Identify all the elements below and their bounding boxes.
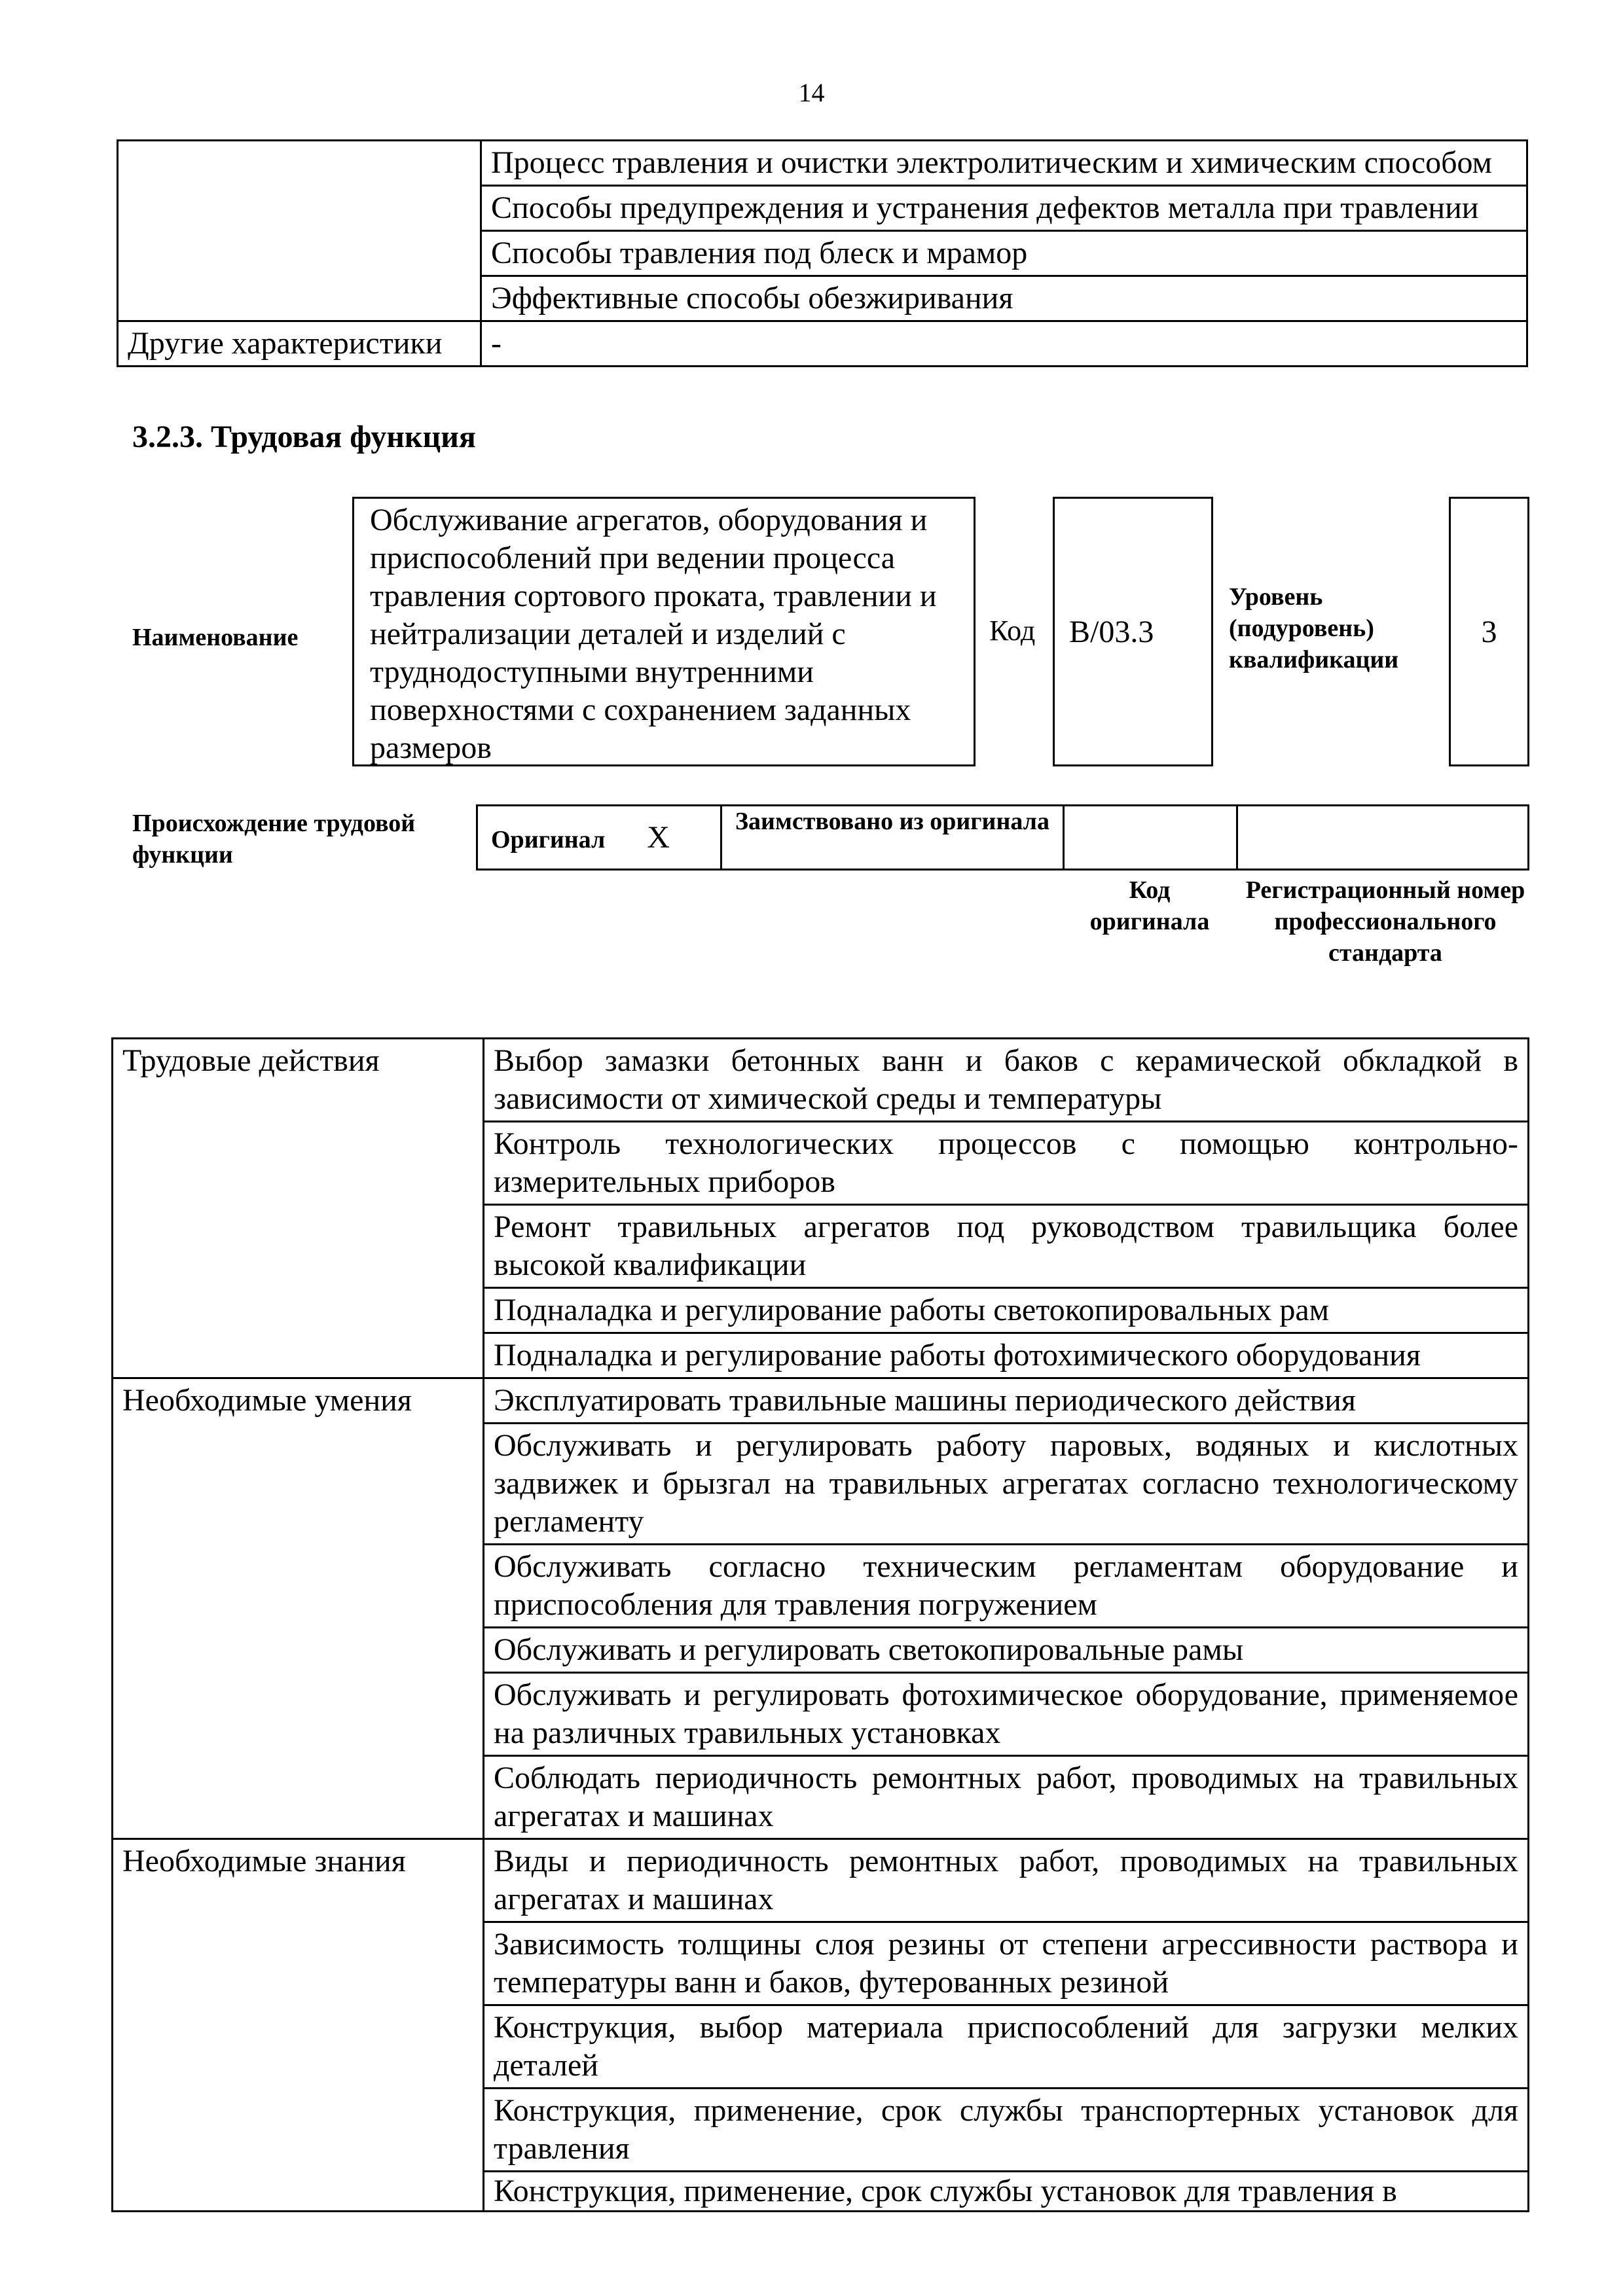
knowledge-item: Зависимость толщины слоя резины от степени агрессивности раствора и температуры ванн и баков, футерованных резиной — [484, 1922, 1529, 2005]
original-mark: X — [647, 820, 670, 855]
knowledge-item: Способы травления под блеск и мрамор — [481, 231, 1527, 276]
borrowed-label: Заимствовано из оригинала — [721, 806, 1064, 870]
skill-item: Обслуживать и регулировать работу паровых, водяных и кислотных задвижек и брызгал на травильных агрегатах согласно технологическому регламенту — [484, 1424, 1529, 1545]
name-label: Наименование — [132, 624, 299, 651]
registration-number-cell — [1237, 806, 1529, 870]
function-origin-label: Происхождение трудовой функции — [132, 810, 416, 869]
function-details-table — [111, 1037, 1529, 2212]
labor-action-item: Подналадка и регулирование работы фотохимического оборудования — [484, 1333, 1529, 1378]
labor-actions-label: Трудовые действия — [113, 1039, 484, 1378]
knowledge-item: Способы предупреждения и устранения дефектов металла при травлении — [481, 186, 1527, 231]
origin-table — [476, 804, 1529, 870]
labor-action-item: Выбор замазки бетонных ванн и баков с керамической обкладкой в зависимости от химической среды и температуры — [484, 1039, 1529, 1122]
required-skills-label: Необходимые умения — [113, 1378, 484, 1839]
knowledge-item: Процесс травления и очистки электролитическим и химическим способом — [481, 141, 1527, 186]
skill-item: Соблюдать периодичность ремонтных работ, проводимых на травильных агрегатах и машинах — [484, 1756, 1529, 1839]
qualification-level-box: 3 — [1449, 497, 1529, 766]
original-cell — [477, 806, 721, 870]
function-name-box: Обслуживание агрегатов, оборудования и приспособлений при ведении процесса травления сортового проката, травлении и нейтрализации деталей и изделий с труднодоступными внутренними поверхностями с сохранением заданных размеров — [352, 497, 976, 766]
skill-item: Обслуживать и регулировать светокопировальные рамы — [484, 1628, 1529, 1673]
other-characteristics-value: - — [481, 321, 1527, 367]
knowledge-item: Конструкция, выбор материала приспособлений для загрузки мелких деталей — [484, 2005, 1529, 2089]
section-heading: 3.2.3. Трудовая функция — [132, 420, 476, 454]
knowledge-item: Виды и периодичность ремонтных работ, проводимых на травильных агрегатах и машинах — [484, 1839, 1529, 1922]
skill-item: Обслуживать согласно техническим регламентам оборудование и приспособления для травления погружением — [484, 1545, 1529, 1628]
knowledge-item: Конструкция, применение, срок службы установок для травления в — [484, 2172, 1529, 2212]
labor-action-item: Подналадка и регулирование работы светокопировальных рам — [484, 1288, 1529, 1333]
skill-item: Обслуживать и регулировать фотохимическое оборудование, применяемое на различных травильных установках — [484, 1673, 1529, 1756]
page-number: 14 — [798, 78, 825, 107]
function-code-box: В/03.3 — [1053, 497, 1213, 766]
skill-item: Эксплуатировать травильные машины периодического действия — [484, 1378, 1529, 1424]
original-code-cell — [1064, 806, 1237, 870]
code-label: Код — [989, 615, 1036, 647]
required-knowledge-label: Необходимые знания — [113, 1839, 484, 2212]
other-characteristics-label: Другие характеристики — [118, 321, 481, 367]
qualification-level-label: Уровень (подуровень) квалификации — [1229, 583, 1399, 673]
labor-action-item: Контроль технологических процессов с помощью контрольно-измерительных приборов — [484, 1122, 1529, 1205]
knowledge-item: Эффективные способы обезжиривания — [481, 276, 1527, 321]
original-label: Оригинал — [491, 826, 606, 853]
registration-number-caption: Регистрационный номер профессионального стандарта — [1245, 876, 1525, 967]
labor-action-item: Ремонт травильных агрегатов под руководством травильщика более высокой квалификации — [484, 1205, 1529, 1288]
original-code-caption: Код оригинала — [1089, 876, 1210, 935]
empty-label-cell — [118, 141, 481, 321]
knowledge-item: Конструкция, применение, срок службы транспортерных установок для травления — [484, 2089, 1529, 2172]
knowledge-continuation-table — [117, 139, 1528, 367]
